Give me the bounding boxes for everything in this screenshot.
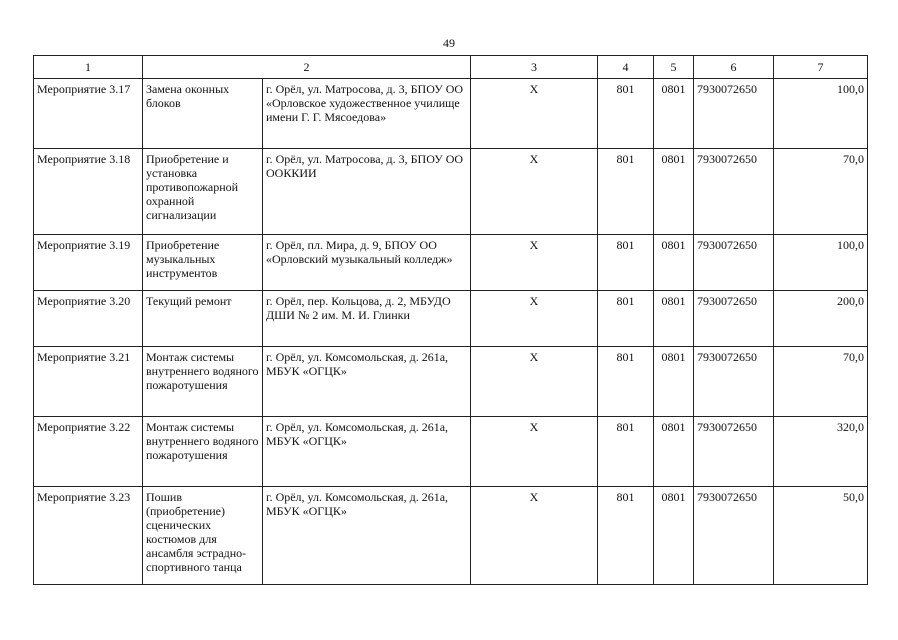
col5-cell: 0801	[654, 487, 694, 585]
measure-cell: Мероприятие 3.23	[34, 487, 143, 585]
header-cell: 5	[654, 56, 694, 79]
col3-cell: Х	[471, 235, 598, 291]
col4-cell: 801	[598, 235, 654, 291]
col5-cell: 0801	[654, 417, 694, 487]
table-row	[34, 347, 868, 417]
page-number: 49	[443, 36, 455, 50]
col4-cell: 801	[598, 291, 654, 347]
col7-cell: 70,0	[774, 347, 868, 417]
col4-cell: 801	[598, 487, 654, 585]
col7-cell: 200,0	[774, 291, 868, 347]
header-cell: 6	[694, 56, 774, 79]
col3-cell: Х	[471, 487, 598, 585]
address-cell: г. Орёл, ул. Комсомольская, д. 261а, МБУК «ОГЦК»	[263, 417, 471, 487]
header-cell: 7	[774, 56, 868, 79]
measure-cell: Мероприятие 3.18	[34, 149, 143, 235]
address-cell: г. Орёл, ул. Матросова, д. 3, БПОУ ОО ООККИИ	[263, 149, 471, 235]
name-cell: Приобретение и установка противопожарной охранной сигнализации	[143, 149, 263, 235]
address-cell: г. Орёл, пл. Мира, д. 9, БПОУ ОО «Орловский музыкальный колледж»	[263, 235, 471, 291]
col7-cell: 70,0	[774, 149, 868, 235]
col7-cell: 320,0	[774, 417, 868, 487]
col6-cell: 7930072650	[694, 149, 774, 235]
col6-cell: 7930072650	[694, 79, 774, 149]
header-cell: 2	[143, 56, 471, 79]
address-cell: г. Орёл, ул. Матросова, д. 3, БПОУ ОО «Орловское художественное училище имени Г. Г. Мясоедова»	[263, 79, 471, 149]
name-cell: Пошив (приобретение) сценических костюмов для ансамбля эстрадно-спортивного танца	[143, 487, 263, 585]
measure-cell: Мероприятие 3.17	[34, 79, 143, 149]
budget-table	[33, 55, 868, 585]
measure-cell: Мероприятие 3.20	[34, 291, 143, 347]
table-row	[34, 79, 868, 149]
col4-cell: 801	[598, 347, 654, 417]
col5-cell: 0801	[654, 291, 694, 347]
col3-cell: Х	[471, 347, 598, 417]
col4-cell: 801	[598, 149, 654, 235]
col6-cell: 7930072650	[694, 291, 774, 347]
col5-cell: 0801	[654, 235, 694, 291]
header-cell: 3	[471, 56, 598, 79]
table-row	[34, 149, 868, 235]
col7-cell: 100,0	[774, 79, 868, 149]
table-row	[34, 487, 868, 585]
col5-cell: 0801	[654, 79, 694, 149]
table-row	[34, 291, 868, 347]
col3-cell: Х	[471, 417, 598, 487]
col4-cell: 801	[598, 417, 654, 487]
measure-cell: Мероприятие 3.21	[34, 347, 143, 417]
header-row	[34, 56, 868, 79]
table-row	[34, 235, 868, 291]
col6-cell: 7930072650	[694, 487, 774, 585]
name-cell: Монтаж системы внутреннего водяного пожаротушения	[143, 347, 263, 417]
col6-cell: 7930072650	[694, 235, 774, 291]
table-row	[34, 417, 868, 487]
measure-cell: Мероприятие 3.19	[34, 235, 143, 291]
name-cell: Замена оконных блоков	[143, 79, 263, 149]
col6-cell: 7930072650	[694, 347, 774, 417]
address-cell: г. Орёл, ул. Комсомольская, д. 261а, МБУК «ОГЦК»	[263, 347, 471, 417]
header-cell: 4	[598, 56, 654, 79]
col4-cell: 801	[598, 79, 654, 149]
col3-cell: Х	[471, 79, 598, 149]
col3-cell: Х	[471, 291, 598, 347]
name-cell: Текущий ремонт	[143, 291, 263, 347]
name-cell: Монтаж системы внутреннего водяного пожаротушения	[143, 417, 263, 487]
name-cell: Приобретение музыкальных инструментов	[143, 235, 263, 291]
header-cell: 1	[34, 56, 143, 79]
col5-cell: 0801	[654, 149, 694, 235]
col3-cell: Х	[471, 149, 598, 235]
measure-cell: Мероприятие 3.22	[34, 417, 143, 487]
col5-cell: 0801	[654, 347, 694, 417]
address-cell: г. Орёл, ул. Комсомольская, д. 261а, МБУК «ОГЦК»	[263, 487, 471, 585]
col7-cell: 100,0	[774, 235, 868, 291]
col6-cell: 7930072650	[694, 417, 774, 487]
col7-cell: 50,0	[774, 487, 868, 585]
address-cell: г. Орёл, пер. Кольцова, д. 2, МБУДО ДШИ № 2 им. М. И. Глинки	[263, 291, 471, 347]
